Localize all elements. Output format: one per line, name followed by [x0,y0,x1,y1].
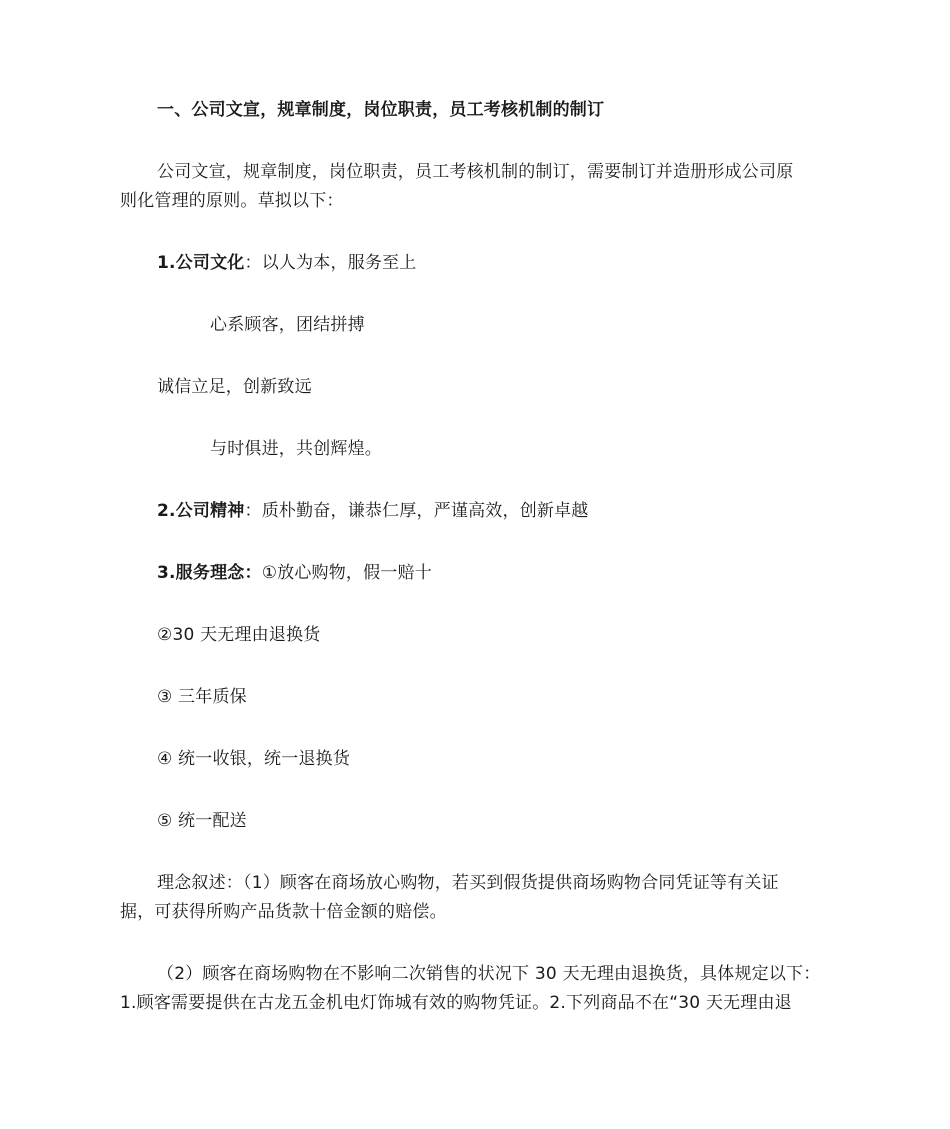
culture-label: 1.公司文化 [157,253,245,273]
spirit-paragraph [157,496,589,526]
narrative-1-line-2: 据，可获得所购产品货款十倍金额的赔偿。 [120,902,447,922]
service-item-4: ④ 统一收银，统一退换货 [157,749,351,769]
service-item-3: ③ 三年质保 [157,687,247,707]
culture-line-3: 与时俱进，共创辉煌。 [210,439,382,459]
section-heading: 一、公司文宣，规章制度，岗位职责，员工考核机制的制订 [157,100,605,120]
culture-text: ：以人为本，服务至上 [244,253,417,273]
service-text: ①放心购物，假一赔十 [261,563,432,583]
service-item-5: ⑤ 统一配送 [157,811,247,831]
spirit-text: ：质朴勤奋，谦恭仁厚，严谨高效，创新卓越 [244,501,589,521]
narrative-2-line-1: （2）顾客在商场购物在不影响二次销售的状况下 30 天无理由退换货，具体规定以下： [157,964,821,984]
culture-paragraph [157,248,417,278]
service-paragraph [157,558,432,588]
intro-line-1: 公司文宣，规章制度，岗位职责，员工考核机制的制订，需要制订并造册形成公司原 [157,162,794,182]
spirit-label: 2.公司精神 [157,501,245,521]
culture-line-2: 诚信立足，创新致远 [157,377,312,397]
service-item-2: ②30 天无理由退换货 [157,625,321,645]
culture-line-1: 心系顾客，团结拼搏 [210,315,365,335]
narrative-1-line-1: 理念叙述：（1）顾客在商场放心购物，若买到假货提供商场购物合同凭证等有关证 [157,873,779,893]
intro-line-2: 则化管理的原则。草拟以下： [120,191,344,211]
service-label: 3.服务理念： [157,563,262,583]
narrative-2-line-2: 1.顾客需要提供在古龙五金机电灯饰城有效的购物凭证。2.下列商品不在“30 天无理由退 [120,993,792,1013]
